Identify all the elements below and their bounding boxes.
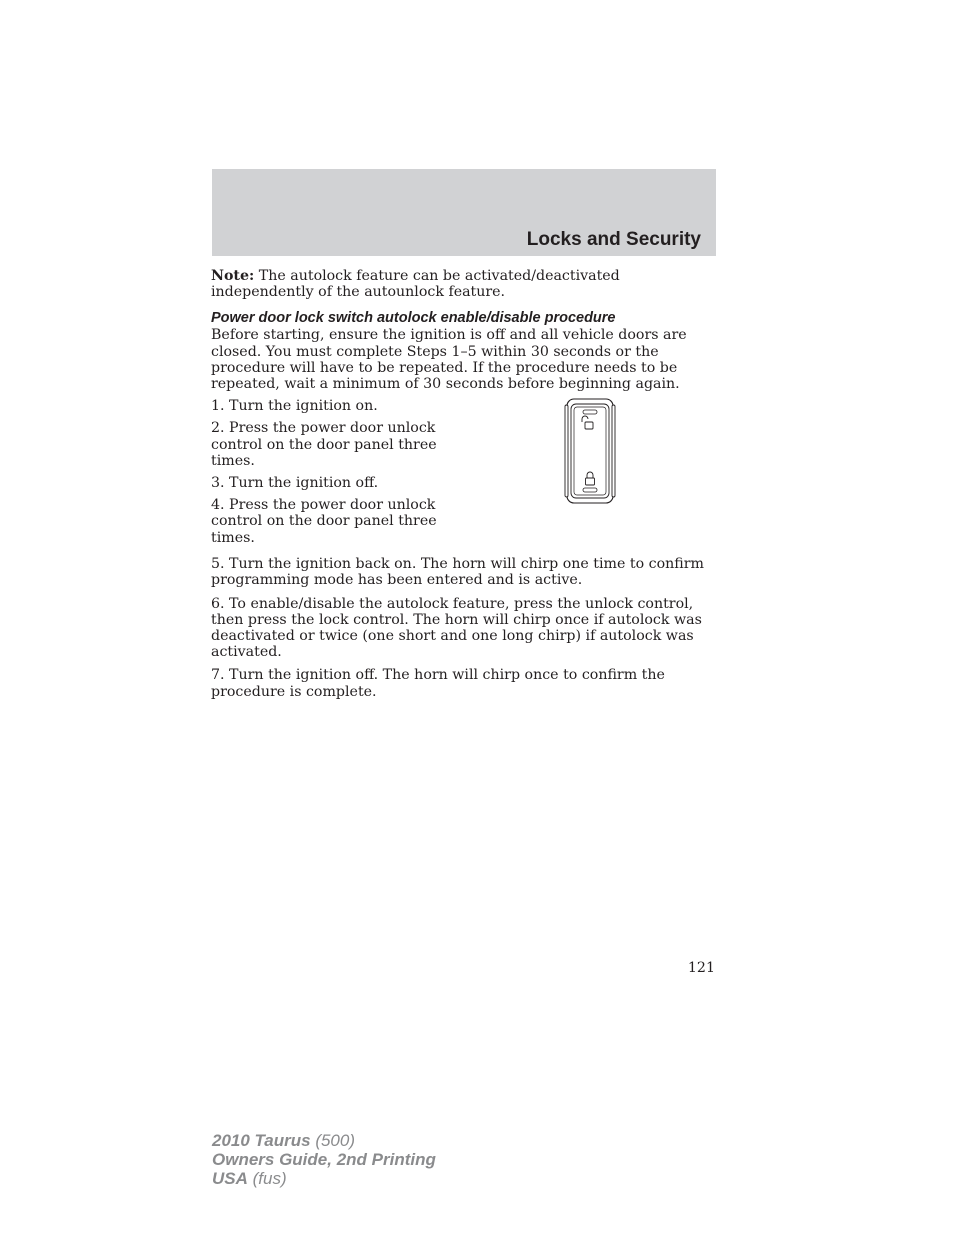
footer-region-code: (fus) [247, 1169, 287, 1188]
step-5: 5. Turn the ignition back on. The horn will chirp one time to confirm programming mode has been entered and is active. [211, 556, 704, 589]
door-lock-switch-icon [564, 395, 616, 507]
footer-model-code: (500) [310, 1131, 356, 1150]
step-2: 2. Press the power door unlock control on the door panel three times. [211, 420, 437, 469]
procedure-heading: Power door lock switch autolock enable/disable procedure [211, 310, 616, 327]
footer-model: 2010 Taurus [212, 1131, 311, 1150]
note-paragraph [211, 268, 717, 300]
footer-edition-info [212, 1131, 436, 1188]
intro-paragraph: Before starting, ensure the ignition is off and all vehicle doors are closed. You must complete Steps 1–5 within 30 seconds or the procedure will have to be repeated. If the procedure needs to be repeated, wait a minimum of 30 seconds before beginning again. [211, 327, 687, 393]
step-4: 4. Press the power door unlock control on the door panel three times. [211, 497, 437, 546]
note-label: Note: [211, 268, 255, 284]
footer-line-model [212, 1131, 436, 1150]
header-band [212, 169, 716, 256]
step-1: 1. Turn the ignition on. [211, 398, 378, 415]
footer-line-guide [212, 1150, 436, 1169]
page-content [211, 268, 717, 707]
step-6: 6. To enable/disable the autolock feature, press the unlock control, then press the lock control. The horn will chirp once if autolock was deactivated or twice (one short and one long chirp) if autolock was activated. [211, 595, 702, 661]
note-text: The autolock feature can be activated/deactivated independently of the autounlock feature. [211, 268, 620, 301]
section-title: Locks and Security [526, 229, 701, 250]
footer-region: USA [212, 1169, 248, 1188]
footer-line-region [212, 1169, 436, 1188]
footer-guide: Owners Guide, 2nd Printing [212, 1150, 436, 1169]
steps-with-figure [211, 398, 717, 556]
step-3: 3. Turn the ignition off. [211, 475, 379, 492]
step-7: 7. Turn the ignition off. The horn will chirp once to confirm the procedure is complete. [211, 667, 665, 700]
steps-list-left [211, 398, 441, 546]
page-number: 121 [687, 960, 715, 976]
